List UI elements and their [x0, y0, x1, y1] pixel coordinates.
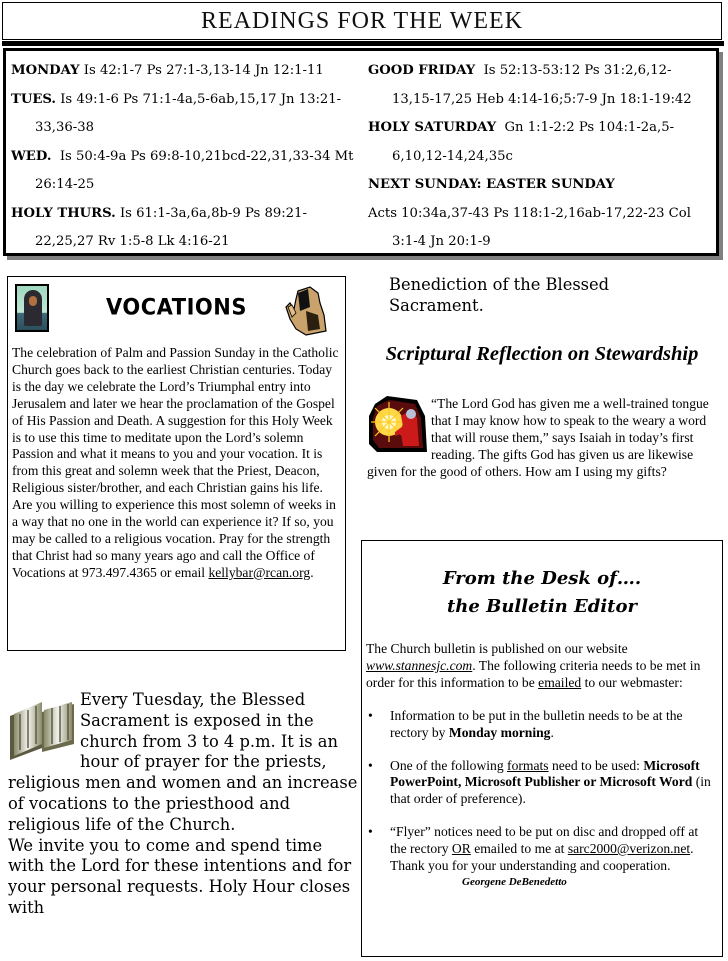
reading-refs: Is 52:13-53:12 Ps 31:2,6,12-13,15-17,25 Heb 4:14-16;5:7-9 Jn 18:1-19:42	[392, 63, 692, 107]
period: .	[550, 724, 554, 740]
holy-hour-3d-text-icon	[8, 694, 76, 764]
stewardship-title: Scriptural Reflection on Stewardship	[385, 343, 699, 365]
editor-title-line1: From the Desk of….	[442, 568, 642, 589]
reading-day: HOLY SATURDAY	[368, 120, 497, 135]
period: .	[310, 564, 314, 580]
criteria-item	[366, 824, 718, 858]
intro-text: to our webmaster:	[581, 674, 683, 690]
holy-hour-paragraph: Every Tuesday, the Blessed Sacrament is exposed in the church from 3 to 4 p.m. It is an hour of prayer for the priests, religious men and women and an increase of vocations to the priesthood and religious life of the Church.	[8, 690, 358, 834]
bulletin-editor-box	[361, 540, 723, 957]
reading-day: HOLY THURS.	[11, 205, 116, 221]
reading-holy-saturday	[368, 114, 713, 171]
bullet-icon: •	[368, 757, 373, 773]
reading-good-friday	[368, 57, 713, 114]
readings-box	[3, 48, 719, 256]
title-rule-divider	[2, 41, 724, 46]
or-underlined: OR	[451, 841, 471, 857]
formats-underlined: formats	[507, 757, 549, 773]
vocations-email-link[interactable]: kellybar@rcan.org	[208, 564, 311, 580]
criteria-text: One of the following	[390, 757, 508, 773]
bullet-icon: •	[368, 707, 373, 723]
reading-refs: Is 61:1-3a,6a,8b-9 Ps 89:21-22,25,27 Rv 1:5-8 Lk 4:16-21	[35, 205, 307, 249]
readings-left-column	[11, 57, 356, 257]
intro-text: . The following criteria needs to be met in order for this information to be	[366, 657, 701, 690]
deadline-bold: Monday morning	[448, 724, 551, 740]
vocations-box	[7, 276, 346, 651]
period: .	[690, 841, 694, 857]
reading-day: WED.	[11, 148, 52, 164]
reading-refs: Acts 10:34a,37-43 Ps 118:1-2,16ab-17,22-23 Col 3:1-4 Jn 20:1-9	[368, 205, 691, 249]
criteria-item	[366, 708, 718, 742]
vocations-call-text: Are you willing to experience this most solemn of weeks in a way that no one in the world can experience it? If so, you may be called to a religious vocation. Pray for the strength that Christ had so many years ago and call the Office of Vocations at 973.497.4365 or email	[12, 497, 336, 580]
reading-monday	[11, 57, 356, 86]
reading-day: TUES.	[11, 91, 57, 107]
criteria-text: Information to be put in the bulletin needs to be at the rectory by	[390, 707, 683, 740]
criteria-text: (in that order of preference).	[390, 774, 711, 807]
reading-refs: Is 50:4-9a Ps 69:8-10,21bcd-22,31,33-34 Mt 26:14-25	[35, 148, 354, 192]
reading-refs: Gn 1:1-2:2 Ps 104:1-2a,5-6,10,12-14,24,35c	[392, 120, 675, 164]
holy-hour-continuation: Benediction of the Blessed Sacrament.	[389, 275, 610, 315]
criteria-item	[366, 758, 718, 809]
vocations-paragraph: The celebration of Palm and Passion Sunday in the Catholic Church goes back to the earliest Christian centuries. Today is the day we celebrate the Lord’s Triumphal entry into Jerusalem and later we hear the proclamation of the Gospel of His Passion and Death. A suggestion for this Holy Week is to use this time to meditate upon the Lord’s solemn Passion and what it means to you and your vocation. It is from this great and solemn week that the Priest, Deacon, Religious sister/brother, and each Christian gains his life.	[12, 345, 339, 496]
reading-tuesday	[11, 86, 356, 143]
praying-figure-icon	[284, 285, 328, 337]
editor-intro	[366, 641, 718, 692]
thanks-text: Thank you for your understanding and cooperation.	[390, 858, 671, 874]
editor-signature: Georgene DeBenedetto	[462, 875, 567, 888]
reading-next-sunday-refs	[368, 200, 713, 257]
reading-wednesday	[11, 143, 356, 200]
readings-title-box	[2, 2, 722, 40]
vocations-heading: VOCATIONS	[106, 294, 247, 320]
prophet-with-light-icon	[367, 396, 429, 456]
editor-body	[366, 641, 718, 889]
vocations-paragraph-2	[12, 497, 342, 582]
formats-bold: Microsoft PowerPoint, Microsoft Publisher or Microsoft Word	[390, 757, 700, 790]
criteria-text: emailed to me at	[470, 841, 568, 857]
readings-right-column	[368, 57, 713, 257]
editor-title-line2: the Bulletin Editor	[446, 596, 637, 617]
editor-title	[362, 565, 722, 621]
reading-day: GOOD FRIDAY	[368, 63, 476, 78]
reading-holy-thursday	[11, 200, 356, 257]
criteria-text: “Flyer” notices need to be put on disc and dropped off at the rectory	[390, 824, 699, 857]
vocations-body	[12, 345, 342, 582]
stewardship-section	[367, 396, 717, 481]
stewardship-text: “The Lord God has given me a well-trained tongue that I may know how to speak to the weary a word that will rouse them,” says Isaiah in today’s first reading. The gifts God has given us are likewise given for the good of others. How am I using my gifts?	[367, 396, 709, 479]
criteria-list	[366, 708, 718, 858]
website-link[interactable]: www.stannesjc.com	[366, 657, 473, 673]
emailed-underlined: emailed	[538, 674, 582, 690]
intro-text: The Church bulletin is published on our website	[366, 641, 628, 656]
bullet-icon: •	[368, 824, 373, 840]
criteria-text: need to be used:	[548, 757, 644, 773]
reading-day: NEXT SUNDAY: EASTER SUNDAY	[368, 177, 615, 192]
reading-refs: Is 42:1-7 Ps 27:1-3,13-14 Jn 12:1-11	[83, 63, 324, 78]
page-title: READINGS FOR THE WEEK	[200, 8, 524, 34]
reading-next-sunday-label	[368, 171, 713, 200]
holy-hour-invitation: We invite you to come and spend time with the Lord for these intentions and for your personal requests. Holy Hour closes with	[8, 835, 352, 917]
holy-hour-section	[8, 690, 358, 919]
reading-day: MONDAY	[11, 63, 80, 78]
reading-refs: Is 49:1-6 Ps 71:1-4a,5-6ab,15,17 Jn 13:21-33,36-38	[35, 91, 342, 135]
editor-email-link[interactable]: sarc2000@verizon.net	[567, 841, 691, 857]
